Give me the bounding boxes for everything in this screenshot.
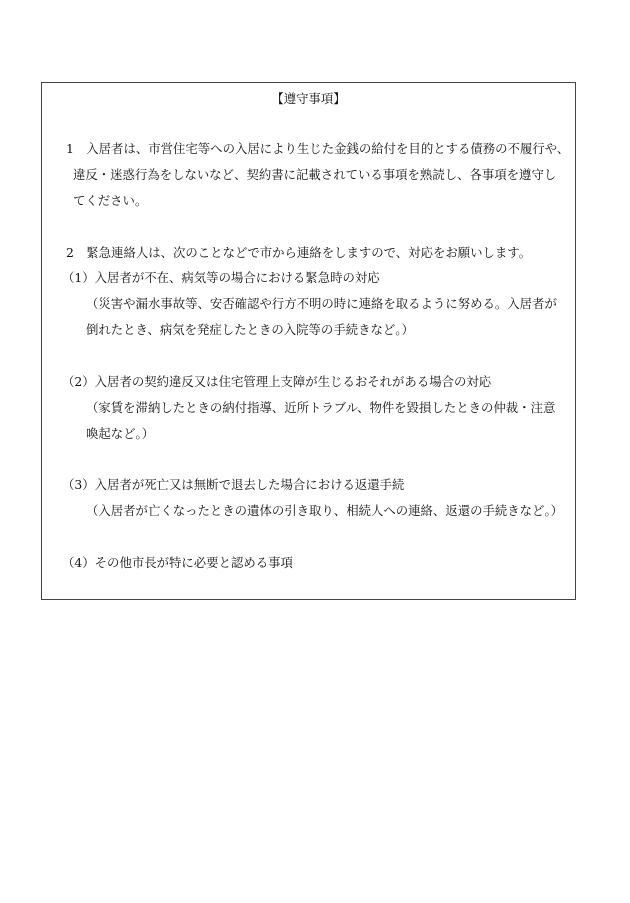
subitem-3-heading: （3）入居者が死亡又は無断で退去した場合における返還手続 xyxy=(62,477,405,492)
subitem-2-detail-line-2: 喚起など。） xyxy=(86,426,155,441)
subitem-1-heading: （1）入居者が不在、病気等の場合における緊急時の対応 xyxy=(62,270,380,285)
item-2-line-1: 2 緊急連絡人は、次のことなどで市から連絡をしますので、対応をお願いします。 xyxy=(66,245,532,260)
item-1-line-3: てください。 xyxy=(73,193,148,208)
subitem-1-detail-line-2: 倒れたとき、病気を発症したときの入院等の手続きなど。） xyxy=(86,322,414,337)
compliance-box xyxy=(41,82,576,600)
item-1-line-1: 1 入居者は、市営住宅等への入居により生じた金銭の給付を目的とする債務の不履行や、 xyxy=(66,141,570,156)
subitem-2-heading: （2）入居者の契約違反又は住宅管理上支障が生じるおそれがある場合の対応 xyxy=(62,374,492,389)
subitem-3-detail-line-1: （入居者が亡くなったときの遺体の引き取り、相続人への連絡、返還の手続きなど。） xyxy=(86,503,564,518)
subitem-1-detail-line-1: （災害や漏水事故等、安否確認や行方不明の時に連絡を取るように努める。入居者が xyxy=(86,296,557,311)
item-1-line-2: 違反・迷惑行為をしないなど、契約書に記載されている事項を熟読し、各事項を遵守し xyxy=(73,167,557,182)
subitem-4-heading: （4）その他市長が特に必要と認める事項 xyxy=(62,555,293,570)
subitem-2-detail-line-1: （家賃を滞納したときの納付指導、近所トラブル、物件を毀損したときの仲裁・注意 xyxy=(86,400,556,415)
document-title: 【遵守事項】 xyxy=(271,91,346,106)
